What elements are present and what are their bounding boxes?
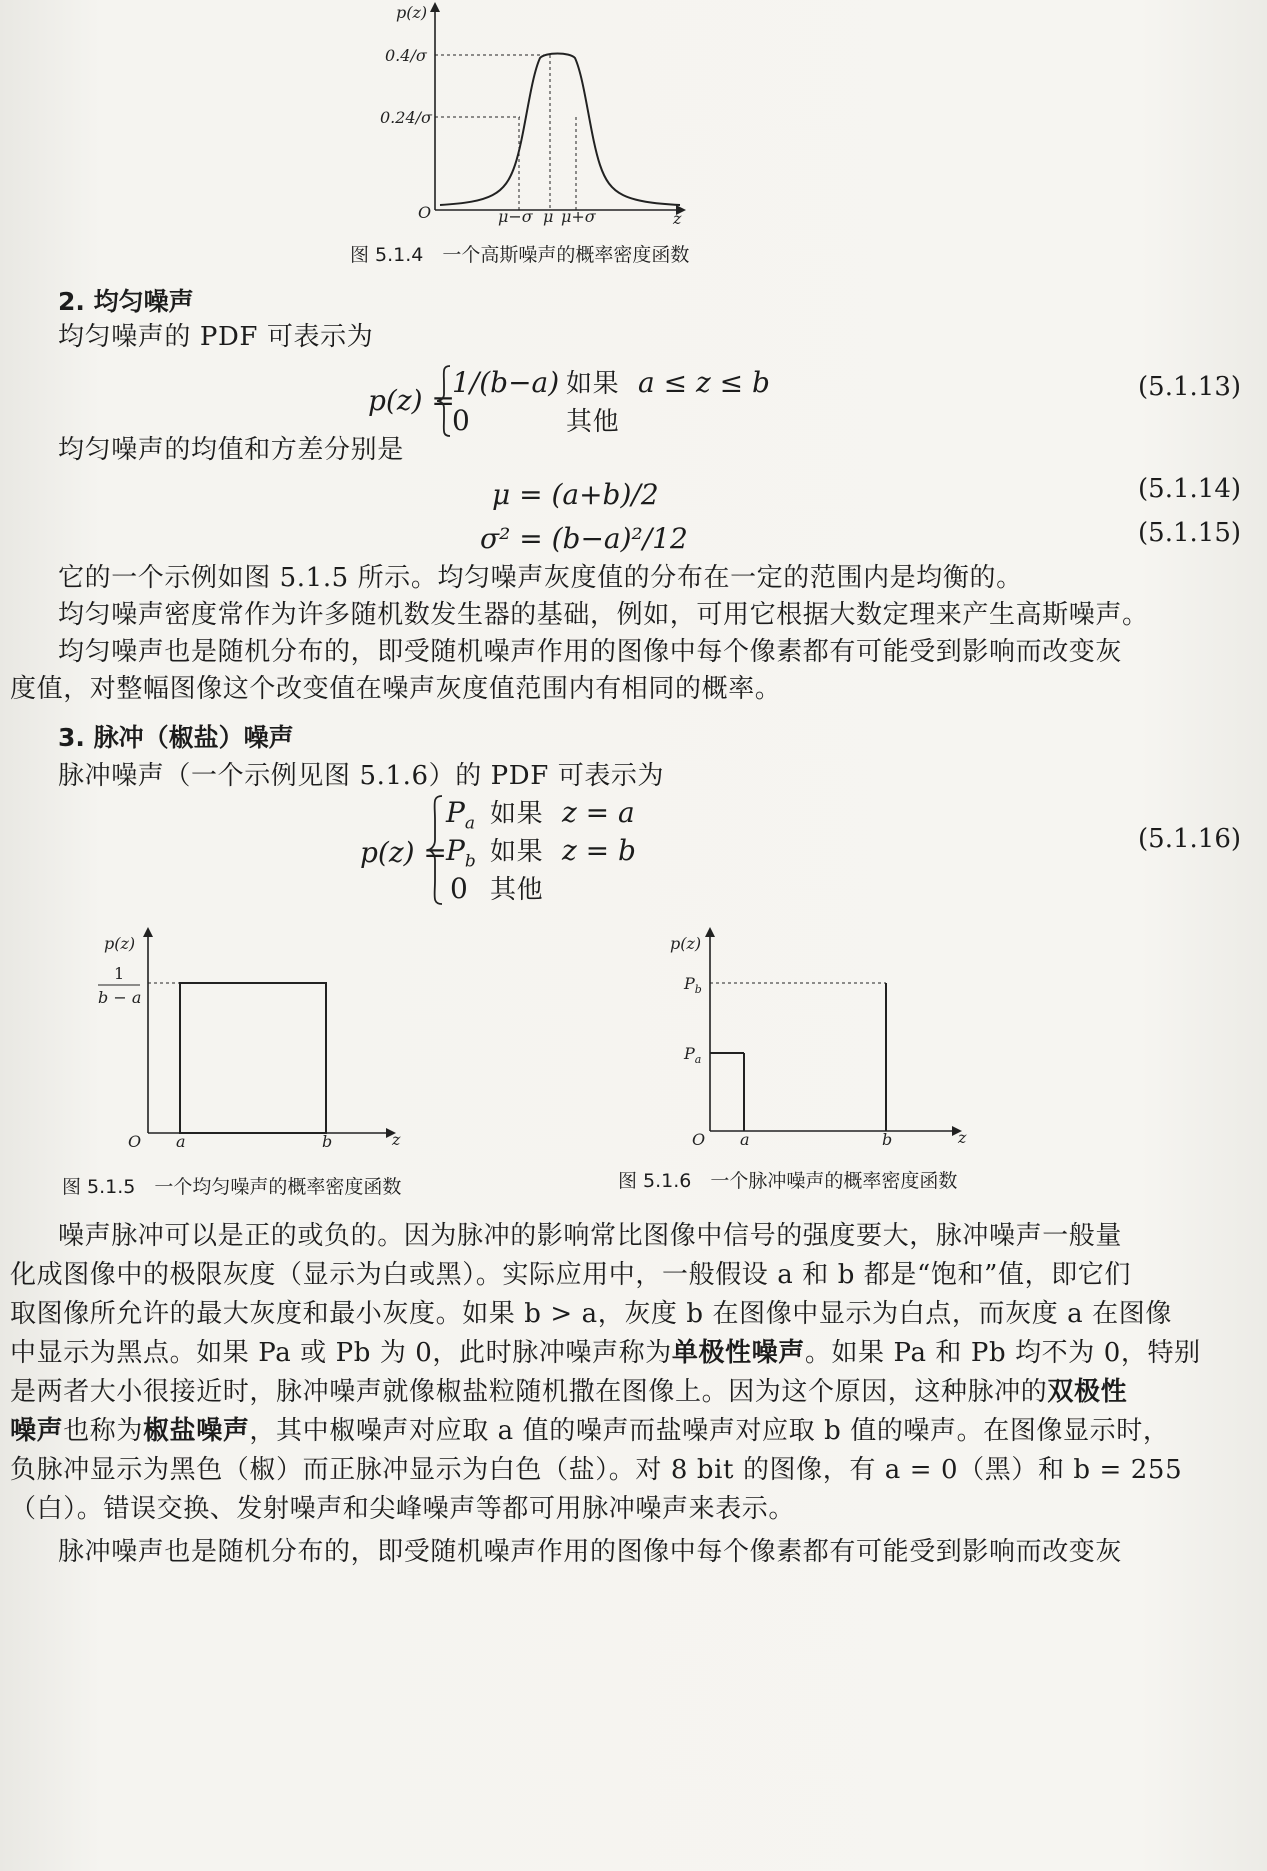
eq-5-1-16-r1-cond: z = a [562,796,635,829]
body-line-6b: ，其中椒噪声对应取 a 值的噪声而盐噪声对应取 b 值的噪声。在图像显示时， [249,1416,1170,1446]
fig516-b: b [882,1130,893,1149]
mean-eq-number: (5.1.14) [1138,474,1241,504]
fig516-pa: $P_a$ [684,1044,702,1066]
pa-sub: a [694,1053,702,1066]
variance-eq-number: (5.1.15) [1138,518,1241,548]
eq-5-1-16-r2-word: 如果 [490,837,544,867]
uniform-box [180,983,326,1133]
bleed-through [300,120,380,206]
eq-5-1-13-case1-word: 如果 [566,369,620,399]
body-line-1: 噪声脉冲可以是正的或负的。因为脉冲的影响常比图像中信号的强度要大，脉冲噪声一般量 [58,1221,1123,1251]
figure-5-1-6 [660,925,980,1155]
fig516-caption: 图 5.1.6 一个脉冲噪声的概率密度函数 [618,1170,958,1192]
uniform-intro: 均匀噪声的 PDF 可表示为 [58,322,374,352]
body-line-4a: 中显示为黑点。如果 Pa 或 Pb 为 0，此时脉冲噪声称为 [10,1338,672,1368]
body-line-7: 负脉冲显示为黑色（椒）而正脉冲显示为白色（盐）。对 8 bit 的图像，有 a = 0（黑）和 b = 255 [10,1455,1183,1485]
y-axis-arrow [430,2,440,12]
y-axis-arrow [143,927,153,937]
term-unipolar: 单极性噪声 [671,1338,805,1368]
figure-5-1-5 [90,925,420,1155]
uniform-para-3b: 度值，对整幅图像这个改变值在噪声灰度值范围内有相同的概率。 [10,674,782,704]
r1-sub: a [464,813,475,834]
uniform-para-3a: 均匀噪声也是随机分布的，即受随机噪声作用的图像中每个像素都有可能受到影响而改变灰 [58,637,1123,667]
eq-5-1-16-r3-word: 其他 [490,875,544,905]
eq-5-1-13-case2-word: 其他 [566,407,620,437]
section-heading-impulse: 3. 脉冲（椒盐）噪声 [58,723,294,752]
fig515-b: b [322,1132,333,1151]
body-line-6a: 也称为 [63,1416,144,1446]
figure-5-1-4 [380,0,710,230]
body-line-8: （白）。错误交换、发射噪声和尖峰噪声等都可用脉冲噪声来表示。 [10,1494,796,1524]
eq-5-1-16-r2-cond: z = b [562,834,636,867]
eq-5-1-13-lhs: p(z) = [368,384,455,417]
body-line-4b: 。如果 Pa 和 Pb 均不为 0，特别 [804,1338,1201,1368]
pb-sub: b [694,983,702,996]
fig515-frac-num: 1 [114,964,125,983]
uniform-para-2: 均匀噪声密度常作为许多随机数发生器的基础，例如，可用它根据大数定理来产生高斯噪声。 [58,600,1149,630]
fig514-tick-mu-minus: μ−σ [498,207,533,226]
mean-var-intro: 均匀噪声的均值和方差分别是 [58,435,404,465]
body-line-5a: 是两者大小很接近时，脉冲噪声就像椒盐粒随机撒在图像上。因为这个原因，这种脉冲的 [10,1377,1048,1407]
fig516-ylabel: p(z) [670,934,702,953]
eq-5-1-16-r2-val: $P_b$ [446,834,476,872]
eq-5-1-13-case1-val: 1/(b−a) [452,366,560,399]
body-line-4 [10,1331,1201,1375]
body-line-5 [10,1370,1127,1414]
fig516-pb: $P_b$ [684,974,702,996]
term-bipolar: 双极性 [1047,1377,1128,1407]
eq-5-1-16-r3-val: 0 [450,872,468,905]
eq-5-1-16-r1-val: $P_a$ [446,796,475,834]
eq-5-1-16-number: (5.1.16) [1138,824,1241,854]
eq-5-1-13-case2-val: 0 [452,404,470,437]
uniform-para-1: 它的一个示例如图 5.1.5 所示。均匀噪声灰度值的分布在一定的范围内是均衡的。 [58,563,1023,593]
term-salt-pepper: 椒盐噪声 [143,1416,250,1446]
fig514-ylabel: p(z) [396,3,428,22]
eq-5-1-16-r1-word: 如果 [490,799,544,829]
eq-5-1-16-lhs: p(z) = [360,836,447,869]
body-line-3: 取图像所允许的最大灰度和最小灰度。如果 b > a，灰度 b 在图像中显示为白点，而灰度 a 在图像 [10,1299,1172,1329]
fig515-frac-den: b − a [98,988,142,1007]
body-line-9: 脉冲噪声也是随机分布的，即受随机噪声作用的图像中每个像素都有可能受到影响而改变灰 [58,1537,1123,1567]
eq-5-1-13-number: (5.1.13) [1138,372,1241,402]
fig516-origin: O [692,1130,706,1149]
term-noise: 噪声 [10,1416,64,1446]
fig515-a: a [176,1132,186,1151]
fig514-xlabel: z [673,209,682,228]
r2-sub: b [464,851,476,872]
fig514-tick-mu-plus: μ+σ [561,207,596,226]
mean-equation: μ = (a+b)/2 [492,478,659,511]
fig514-ytick-mid: 0.24/σ [380,108,432,127]
eq-5-1-16-brace [424,794,446,906]
eq-5-1-13-brace [434,364,454,438]
eq-5-1-13-case1-cond: a ≤ z ≤ b [638,366,770,399]
fig516-xlabel: z [958,1128,967,1147]
fig515-ylabel: p(z) [104,934,136,953]
variance-equation: σ² = (b−a)²/12 [480,522,688,555]
fig515-origin: O [128,1132,142,1151]
impulse-intro: 脉冲噪声（一个示例见图 5.1.6）的 PDF 可表示为 [58,761,665,791]
body-line-6 [10,1409,1169,1453]
y-axis-arrow [705,927,715,937]
fig514-caption: 图 5.1.4 一个高斯噪声的概率密度函数 [350,244,690,266]
fig515-caption: 图 5.1.5 一个均匀噪声的概率密度函数 [62,1176,402,1198]
fig514-origin: O [418,203,432,222]
body-line-2: 化成图像中的极限灰度（显示为白或黑）。实际应用中，一般假设 a 和 b 都是“饱和”值，即它们 [10,1260,1131,1290]
gaussian-curve [440,54,680,206]
fig514-tick-mu: μ [543,207,554,226]
fig516-a: a [740,1130,750,1149]
fig514-ytick-top: 0.4/σ [385,46,427,65]
section-heading-uniform: 2. 均匀噪声 [58,287,194,316]
fig515-xlabel: z [392,1130,401,1149]
